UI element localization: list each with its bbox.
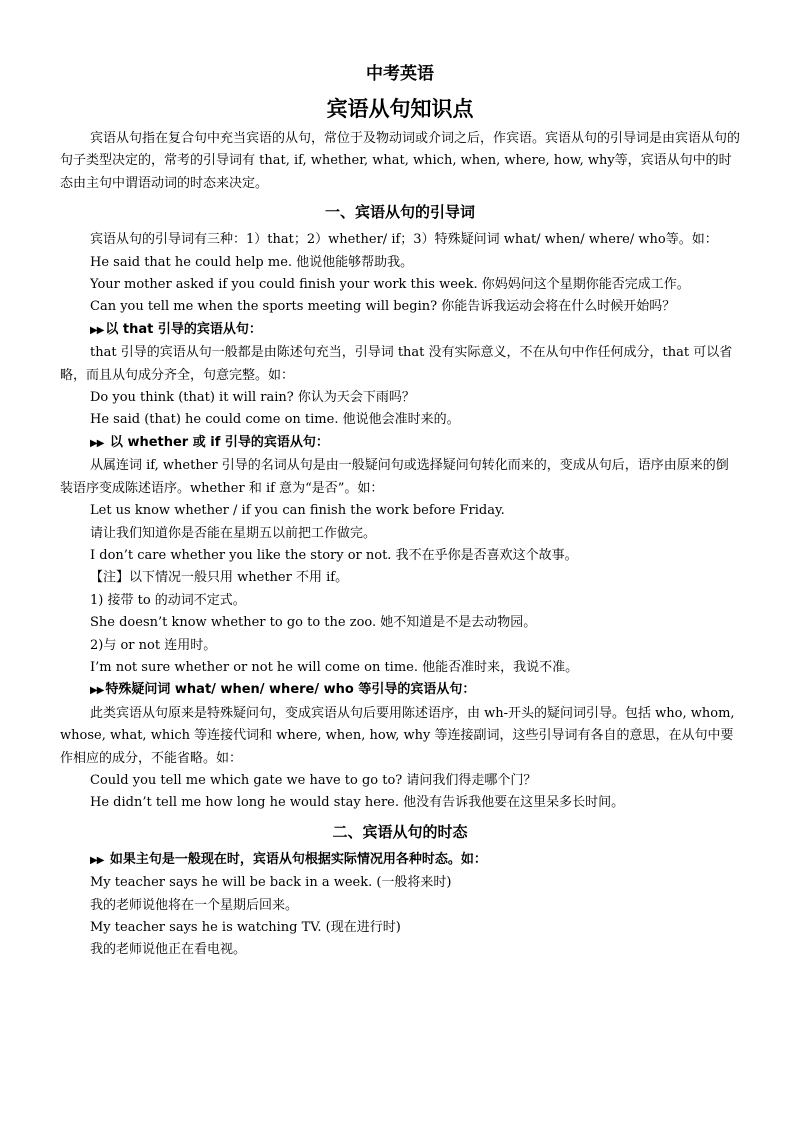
whether-paragraph: 从属连词 if, whether 引导的名词从句是由一般疑问句或选择疑问句转化而来的，变成从句后，语序由原来的倒装语序变成陈述语序。whether 和 if 意为“是否”。如：	[60, 458, 729, 496]
note-item-1: 1) 接带 to 的动词不定式。	[90, 592, 246, 608]
section1-heading: 一、宾语从句的引导词	[324, 203, 475, 222]
whether-example-1: Let us know whether / if you can finish the work before Friday.	[90, 503, 505, 519]
tense-example-1-cn: 我的老师说他将在一个星期后回来。	[90, 897, 299, 913]
note-line: 【注】以下情况一般只用 whether 不用 if。	[90, 570, 349, 586]
example-if: Your mother asked if you could finish your work this week. 你妈妈问这个星期你能否完成工作。	[90, 277, 690, 293]
triangle-bullet-icon: ▶▶	[90, 854, 104, 866]
whether-example-2: I don’t care whether you like the story or not. 我不在乎你是否喜欢这个故事。	[90, 547, 578, 563]
tense-example-1: My teacher says he will be back in a week. (一般将来时)	[90, 875, 452, 891]
doc-label: 中考英语	[366, 64, 434, 84]
tense-example-2: My teacher says he is watching TV. (现在进行时)	[90, 920, 401, 935]
section1-paragraph: 宾语从句的引导词有三种：1）that；2）whether/ if；3）特殊疑问词 what/ when/ where/ who等。如：	[90, 232, 718, 248]
that-example-2: He said (that) he could come on time. 他说他会准时来的。	[90, 412, 460, 428]
example-when: Can you tell me when the sports meeting will begin? 你能告诉我运动会将在什么时候开始吗？	[90, 299, 676, 315]
that-example-1: Do you think (that) it will rain? 你认为天会下雨吗？	[90, 390, 415, 406]
sub-heading-tense: ▶▶ 如果主句是一般现在时，宾语从句根据实际情况用各种时态。如：	[90, 851, 487, 867]
note-item-2: 2)与 or not 连用时。	[90, 637, 217, 653]
document-page	[60, 62, 740, 962]
whether-example-1-cn: 请让我们知道你是否能在星期五以前把工作做完。	[90, 525, 377, 541]
intro-paragraph: 宾语从句指在复合句中充当宾语的从句，常位于及物动词或介词之后，作宾语。宾语从句的引导词是由宾语从句的句子类型决定的，常考的引导词有 that, if, whether, what, which, when, where, how, why等，宾语从句中的时态由主句中谓语动词的时态来决定。	[60, 131, 741, 191]
section2-heading: 二、宾语从句的时态	[332, 822, 468, 841]
example-that: He said that he could help me. 他说他能够帮助我。	[90, 254, 414, 270]
note-item-1-example: She doesn’t know whether to go to the zoo. 她不知道是不是去动物园。	[90, 615, 537, 631]
that-paragraph: that 引导的宾语从句一般都是由陈述句充当，引导词 that 没有实际意义，不在从句中作任何成分，that 可以省略，而且从句成分齐全，句意完整。如：	[60, 345, 733, 383]
tense-example-2-cn: 我的老师说他正在看电视。	[90, 942, 247, 958]
note-item-2-example: I’m not sure whether or not he will come on time. 他能否准时来，我说不准。	[90, 659, 579, 675]
wh-example-1: Could you tell me which gate we have to go to? 请问我们得走哪个门？	[90, 772, 537, 788]
sub-heading-that: ▶▶ 以 that 引导的宾语从句：	[90, 321, 262, 337]
triangle-bullet-icon: ▶▶	[90, 685, 104, 697]
wh-example-2: He didn’t tell me how long he would stay here. 他没有告诉我他要在这里呆多长时间。	[90, 795, 625, 811]
triangle-bullet-icon: ▶▶	[90, 437, 104, 449]
wh-paragraph: 此类宾语从句原来是特殊疑问句，变成宾语从句后要用陈述语序，由 wh-开头的疑问词引导。包括 who, whom, whose, what, which 等连接代词和 where, when, how, why 等连接副词，这些引导词有各自的意思，在从句中要作相应的成分，不能省略。如：	[60, 705, 735, 766]
triangle-bullet-icon: ▶▶	[90, 324, 104, 336]
sub-heading-whether: ▶▶ 以 whether 或 if 引导的宾语从句：	[90, 434, 329, 450]
doc-title: 宾语从句知识点	[326, 97, 474, 121]
sub-heading-wh: ▶▶ 特殊疑问词 what/ when/ where/ who 等引导的宾语从句：	[90, 682, 476, 698]
